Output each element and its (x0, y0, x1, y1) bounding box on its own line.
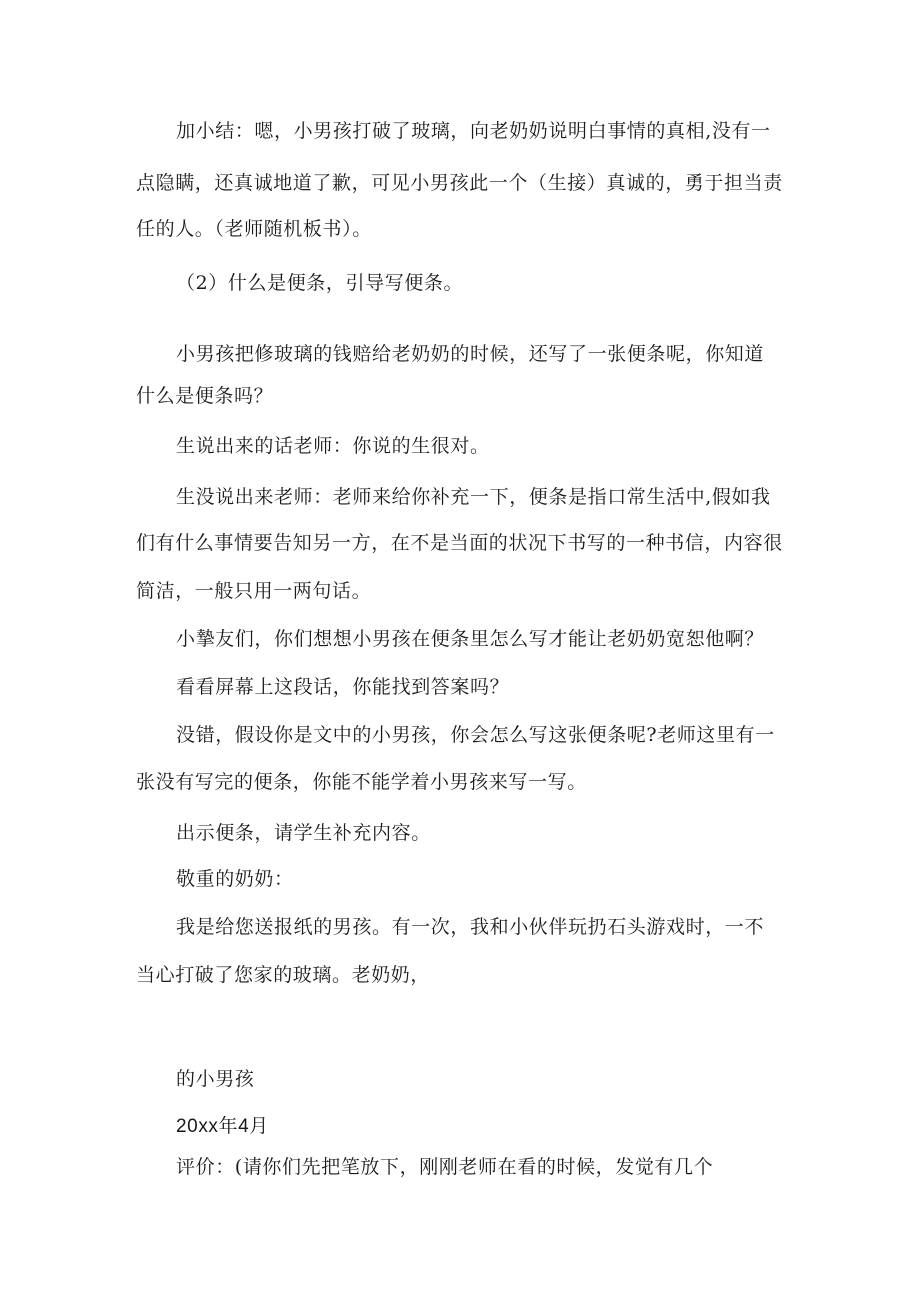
paragraph-line: 出示便条，请学生补充内容。 (176, 822, 431, 844)
paragraph-line: 生没说出来老师：老师来给你补充一下，便条是指口常生活中,假如我 (176, 486, 771, 508)
paragraph-line: 简洁，一般只用一两句话。 (136, 580, 372, 602)
note-body-line: 我是给您送报纸的男孩。有一次，我和小伙伴玩扔石头游戏时，一不 (176, 916, 765, 938)
paragraph-line: 任的人。（老师随机板书）。 (136, 218, 372, 240)
paragraph-line: 生说出来的话老师：你说的生很对。 (176, 435, 490, 457)
paragraph-line: 评价：(请你们先把笔放下，刚刚老师在看的时候，发觉有几个 (176, 1156, 714, 1178)
section-heading: （2）什么是便条，引导写便条。 (176, 272, 464, 294)
paragraph-line: 看看屏幕上这段话，你能找到答案吗？ (176, 676, 510, 698)
paragraph-line: 小摯友们，你们想想小男孩在便条里怎么写才能让老奶奶宽恕他啊？ (176, 628, 765, 650)
paragraph-line: 什么是便条吗？ (136, 385, 274, 407)
paragraph-line: 张没有写完的便条，你能不能学着小男孩来写一写。 (136, 771, 587, 793)
paragraph-line: 小男孩把修玻璃的钱赔给老奶奶的时候，还写了一张便条呢，你知道 (176, 343, 765, 365)
note-body-line: 当心打破了您家的玻璃。老奶奶， (136, 964, 431, 986)
paragraph-line: 们有什么事情要告知另一方，在不是当面的状况下书写的一种书信，内容很 (136, 532, 783, 554)
paragraph-line: 点隐瞒，还真诚地道了歉，可见小男孩此一个（生接）真诚的，勇于担当责 (136, 172, 783, 194)
note-signature: 的小男孩 (176, 1068, 255, 1090)
note-date: 20xx年4月 (176, 1116, 269, 1137)
paragraph-line: 加小结：嗯，小男孩打破了玻璃，向老奶奶说明白事情的真相,没有一 (176, 120, 771, 142)
note-salutation: 敬重的奶奶： (176, 868, 294, 890)
paragraph-line: 没错，假设你是文中的小男孩，你会怎么写这张便条呢?老师这里有一 (176, 724, 775, 746)
